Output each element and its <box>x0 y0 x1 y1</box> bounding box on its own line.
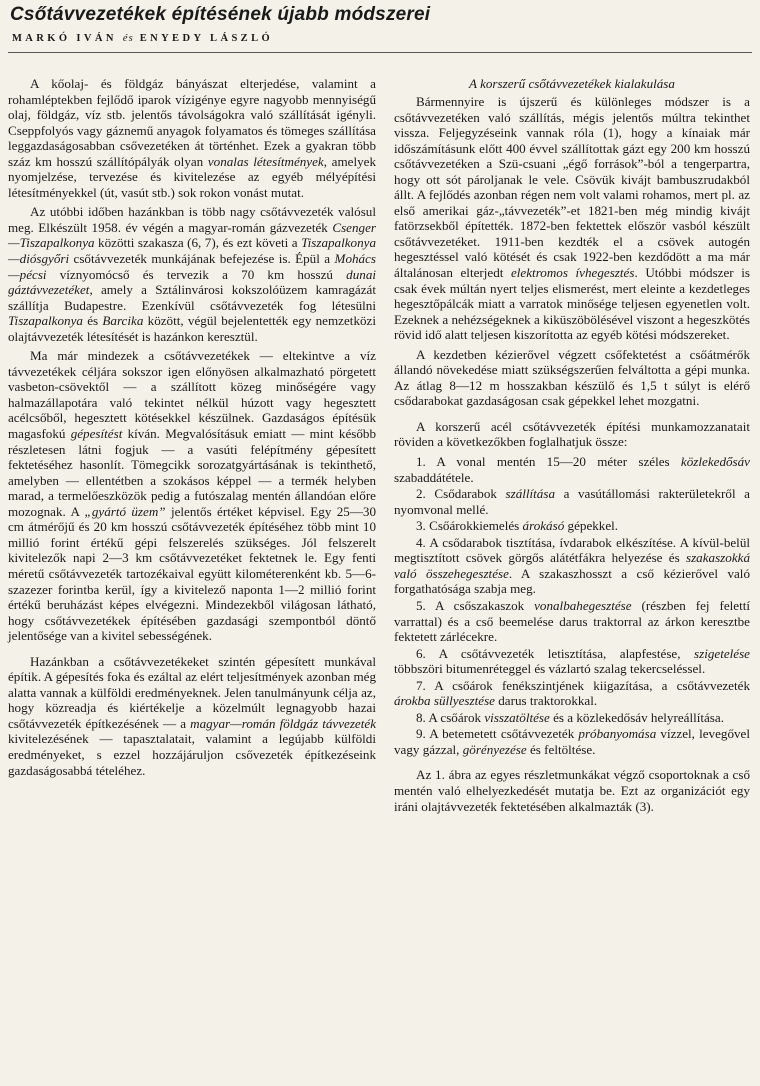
body-text: gépekkel. <box>564 518 619 534</box>
emphasis-text: szállítása <box>505 486 555 502</box>
author-1: MARKÓ IVÁN <box>12 33 117 44</box>
emphasis-text: gépesítést <box>70 426 123 442</box>
work-step-item <box>394 518 750 534</box>
body-text: . A szakaszhosszt a cső kézierővel való forgathatósága szabja meg. <box>394 565 750 597</box>
body-text: 2. Csődarabok <box>416 486 506 502</box>
emphasis-text: próbanyomása <box>578 726 657 742</box>
body-text: 4. A csődarabok tisztítása, ívdarabok elkészítése. A kívül-belül megtisztított csövek görgős alátétfákra helyezése és <box>394 534 750 566</box>
article-authors <box>12 32 752 46</box>
left-paragraph-4 <box>8 654 376 778</box>
left-paragraph-3 <box>8 348 376 643</box>
body-text: (részben fej felettí varrattal) és a cső beemelése darus traktorral az árkon keresztbe fektetett zárlécekre. <box>394 597 750 645</box>
emphasis-text: görényezése <box>462 741 527 757</box>
work-step-item <box>394 535 750 597</box>
emphasis-text: Mohács—pécsi <box>8 251 376 282</box>
emphasis-text: közlekedősáv <box>680 454 750 470</box>
body-text: 1. A vonal mentén 15—20 méter széles <box>416 454 681 470</box>
right-paragraph-3: A korszerű acél csőtávvezeték építési munkamozzanatait röviden a következőkben foglalhatjuk össze: <box>394 418 750 450</box>
emphasis-text: szakaszokká való összehegesztése <box>394 550 750 581</box>
work-step-item <box>394 486 750 517</box>
body-text: . Utóbbi módszer is csak évek múltán nyert teljes elismerést, mert eleinte a kezdetleges hegesztőpálcák miatt a varratok minősége teljesen egyenetlen volt. Ezeknek a nehézségeknek a kiküszöbölésével viszont a hegeszkötés rövid idő alatt teljesen kiszorította az egyéb kötési módszereket. <box>394 265 750 343</box>
left-paragraph-2 <box>8 204 376 344</box>
body-text: jelentős értéket képvisel. Egy 25—30 cm átmérőjű és 20 km hosszú csőtávvezeték építéséhez több mint 10 millió forint értékű gépi felszerelés szükséges. Jól felszerelt kivitelezők napi 2—3 km csőtávvezetéket fektetnek le. Egy fenti méretű csőtávvezeték tartozékaival együtt kilométerenként kb. 5—6-szazezer forintba kerül, így a kivitelező naponta 1—2 millió forint értékű beruházást képes elvégezni. Mindezekből világosan látható, hogy csőtávvezetékek építésében gazdasági szempontból döntő jelentősége van a kivitel sebességének. <box>8 503 377 644</box>
right-paragraph-2: A kezdetben kézierővel végzett csőfektetést a csőátmérők állandó növekedése miatt szükségszerűen felváltotta a gépi munka. Az átlag 8—12 m hosszakban készülő és 1,5 t súlyt is elérő csődarabokat gazdaságosan csak gépekkel lehet mozgatni. <box>394 346 750 409</box>
emphasis-text: vonalas létesítmények <box>207 153 324 169</box>
work-step-item <box>394 646 750 677</box>
body-text: és <box>82 313 103 329</box>
work-step-item <box>394 678 750 709</box>
body-text: Az utóbbi időben hazánkban is több nagy csőtávvezeték valósul meg. Elkészült 1958. év végén a magyar-román gázvezeték <box>8 204 376 235</box>
emphasis-text: magyar—román földgáz távvezeték <box>190 715 377 731</box>
body-text: többszöri bitumenréteggel és vázlartó szalag tekercseléssel. <box>394 661 706 677</box>
body-text: szabaddátétele. <box>394 469 474 485</box>
emphasis-text: „gyártó üzem” <box>84 503 166 519</box>
authors-and: és <box>122 33 134 44</box>
work-step-item <box>394 710 750 726</box>
body-text: csőtávvezeték munkájának befejezése is. Épül a <box>69 251 335 267</box>
emphasis-text: Barcika <box>102 313 144 329</box>
body-text: Bármennyire is újszerű és különleges módszer is a csőtávvezetéken való szállítás, mégis jelentős múltra tekinthet vissza. Feljegyzéseink vannak róla (1), hogy a kínaiak már időszámításunk előtt 400 évvel szállítottak gázt egy 200 km hosszú csőtávvezetéken a Szü-csuani „égő források”-ból a tengerpartra, hogy ott sót pároljanak le vele. Csövük kivájt bambuszrudakból állt. A fejlődés azonban régen nem volt valami rohamos, mert pl. az első amerikai gáz-„távvezeték”-et 1821-ben még mindig kivájt fatörzsekből építették. 1872-ben fektettek először vasból készült csőtávvezetéket. 1911-ben kezdték el a csövek autogén hegesztéssel való kötését és csak 1922-ben kezdődött a ma már általánosan elterjedt <box>394 94 750 281</box>
body-text: a vasútállomási rakterületekről a nyomvonal mellé. <box>394 486 750 517</box>
body-text: közötti szakasza (6, 7), és ezt követi a <box>94 235 302 251</box>
body-text: 5. A csőszakaszok <box>416 597 535 613</box>
body-text: és a közlekedősáv helyreállítása. <box>549 709 724 725</box>
right-column <box>394 76 750 818</box>
author-2: ENYEDY LÁSZLÓ <box>139 33 274 44</box>
body-text: 8. A csőárok <box>416 709 485 725</box>
emphasis-text: árokba süllyesztése <box>394 693 495 709</box>
body-text: 9. A betemetett csőtávvezeték <box>416 726 579 742</box>
emphasis-text: elektromos ívhegesztés <box>510 265 635 281</box>
emphasis-text: árokásó <box>522 518 565 534</box>
work-steps-list <box>394 454 750 757</box>
right-paragraph-1 <box>394 94 750 343</box>
body-text: és feltöltése. <box>526 741 596 757</box>
body-text: Ma már mindezek a csőtávvezetékek — eltekintve a víz távvezetékek céljára sokszor igen előnyösen alkalmazható pörgetett vasbeton-csövektől — a szállított közeg minőségére vagy halmazállapotára való tekintet nélkül húzott vagy hegesztett acélcsőből, hegesztett kötésekkel készülnek. Gazdaságos építésük magasfokú <box>8 348 376 442</box>
body-text: 7. A csőárok fenékszintjének kiigazítása, a csőtávvezeték <box>416 677 750 693</box>
body-text: kíván. Megvalósításuk emiatt — mint később részletesen látni fogjuk — a vasúti felépítmény gépesített fektetéséhez hasonlít. Tömegcikk sorozatgyártásának is tekinthető, amelyben — ellentétben a szokásos képpel — a termék helyben marad, a termelőeszközök pedig a futószalag mentén állandóan előre mozognak. A <box>8 426 376 519</box>
emphasis-text: dunai gáztávvezetéket <box>8 266 376 298</box>
work-step-item <box>394 726 750 757</box>
body-text: 6. A csőtávvezeték letisztítása, alapfestése, <box>416 645 694 661</box>
body-text: , amely a Sztálinvárosi kokszolóüzem kamragázát szállítja Budapestre. Ezenkívül csőtávvezeték fog létesülni <box>8 282 376 313</box>
right-paragraph-4: Az 1. ábra az egyes részletmunkákat végző csoportoknak a cső mentén való elhelyezkedését mutatja be. Ezt az organizációt egy iráni olajtávvezeték fektetésében alkalmazták (3). <box>394 767 750 814</box>
emphasis-text: Csenger—Tiszapalkonya <box>8 219 376 251</box>
emphasis-text: vonalbahegesztése <box>534 597 632 613</box>
body-text: A kőolaj- és földgáz bányászat elterjedése, valamint a rohamléptekben fejlődő iparok vízigénye egyre nagyobb mennyiségű olaj, földgáz, víz stb. jelentős távolságokra való szállítását igényli. Cseppfolyós vagy gáznemű anyagok folyamatos és tömeges szállítása leggazdaságosabban csővezetéken át történhet. Ezek a gyakran több száz km hosszú szállítópályák olyan <box>8 76 376 169</box>
work-step-item <box>394 598 750 645</box>
emphasis-text: visszatöltése <box>484 709 550 725</box>
body-text: között, végül bejelentették egy nemzetközi olajtávvezeték létesítését is hazánkon keresztül. <box>8 313 376 344</box>
emphasis-text: szigetelése <box>694 645 750 661</box>
article-columns <box>8 76 752 1082</box>
body-text: vízzel, levegővel vagy gázzal, <box>394 726 750 757</box>
header-rule <box>8 52 752 53</box>
body-text: darus traktorokkal. <box>494 693 598 709</box>
section-heading: A korszerű csőtávvezetékek kialakulása <box>469 76 675 91</box>
body-text: Hazánkban a csőtávvezetékeket szintén gépesített munkával építik. A gépesítés foka és ezáltal az elért teljesítmények azonban még alatta vannak a külföldi eredményeknek. Jelen tanulmányunk célja az, hogy közreadja és kiértékelje a közelmúlt legnagyobb hazai csőtávvezeték építkezésének — a <box>8 653 376 731</box>
article-title: Csőtávvezetékek építésének újabb módszerei <box>10 4 431 25</box>
emphasis-text: Tiszapalkonya <box>8 313 83 329</box>
body-text: víznyomócső és tervezik a 70 km hosszú <box>46 266 347 282</box>
emphasis-text: Tiszapalkonya—diósgyőri <box>8 235 376 267</box>
left-column <box>8 76 376 782</box>
work-step-item <box>394 454 750 485</box>
left-paragraph-1 <box>8 76 376 200</box>
body-text: kivitelezésének — tapasztalatait, valamint a legújabb külföldi eredményeket, s ezzel hozzájáruljon csővezeték építkezéseink gazdaságosabbá tételéhez. <box>8 731 376 778</box>
body-text: 3. Csőárokkiemelés <box>416 518 523 534</box>
body-text: , amelyek nyomjelzése, tervezése és kivitelezése az egyéb mélyépítési létesítményekkel (út, vasút stb.) sok rokon vonást mutat. <box>8 153 377 200</box>
